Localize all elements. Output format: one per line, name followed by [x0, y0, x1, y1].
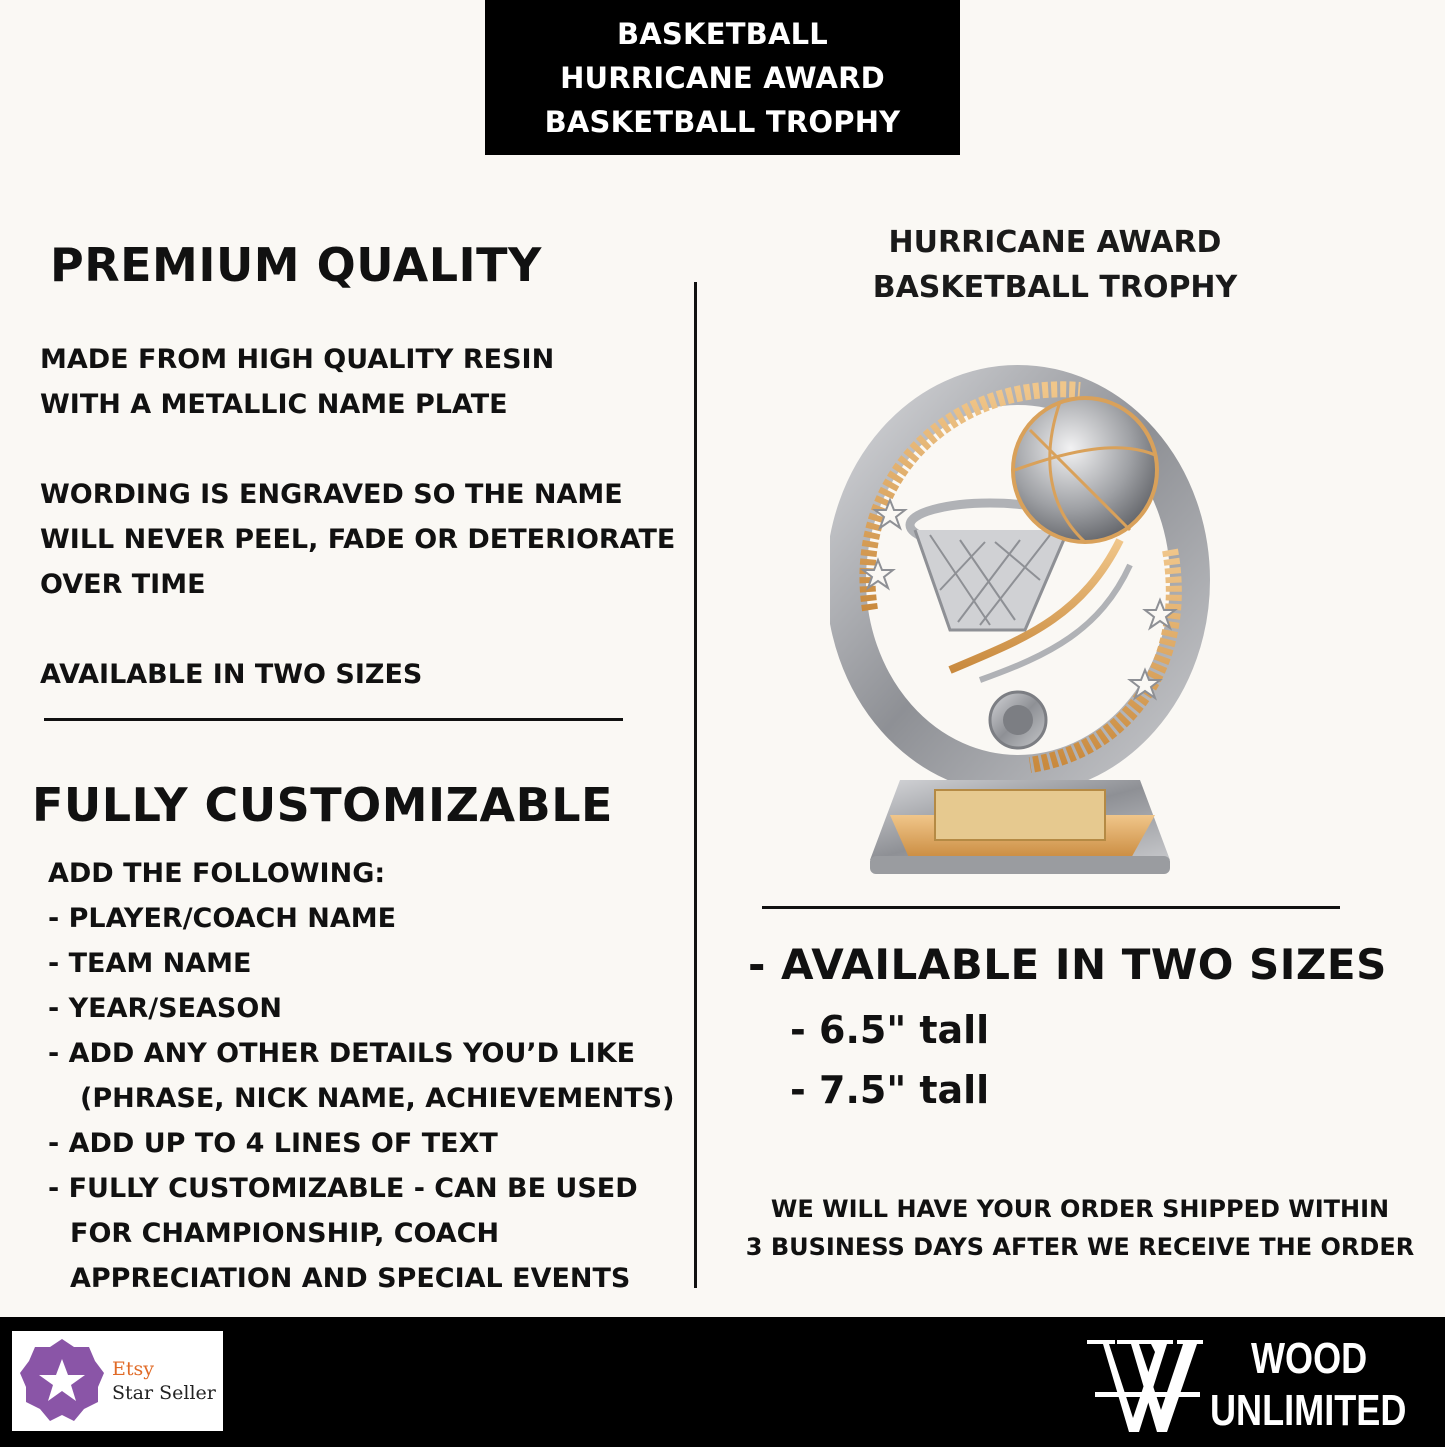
left-section-divider: [44, 718, 623, 721]
quality-description: [40, 337, 675, 697]
wood-unlimited-wordmark: [1210, 1333, 1406, 1437]
customization-list: [48, 851, 674, 1301]
basketball-trophy-image: [830, 360, 1210, 890]
list-item: - TEAM NAME: [48, 948, 252, 979]
list-item: - ADD UP TO 4 LINES OF TEXT: [48, 1128, 498, 1159]
sizes-heading: - AVAILABLE IN TWO SIZES: [748, 940, 1387, 989]
logo-word-unlimited: UNLIMITED: [1210, 1386, 1407, 1435]
etsy-brand-label: Etsy: [112, 1358, 154, 1380]
etsy-star-icon: [18, 1337, 106, 1425]
shipping-note: [745, 1190, 1415, 1266]
wood-unlimited-logo-icon: [1085, 1332, 1205, 1437]
fully-customizable-heading: FULLY CUSTOMIZABLE: [32, 778, 613, 832]
header-line-1: BASKETBALL: [616, 16, 828, 51]
list-item: APPRECIATION AND SPECIAL EVENTS: [70, 1263, 631, 1294]
size-option-large: - 7.5" tall: [790, 1068, 990, 1112]
list-item: ADD THE FOLLOWING:: [48, 858, 386, 889]
premium-quality-heading: PREMIUM QUALITY: [50, 238, 542, 292]
quality-p3: AVAILABLE IN TWO SIZES: [40, 659, 423, 690]
column-divider: [694, 282, 697, 1288]
star-seller-label: Star Seller: [112, 1382, 216, 1404]
list-item: - ADD ANY OTHER DETAILS YOU’D LIKE: [48, 1038, 636, 1069]
quality-p2-line2: WILL NEVER PEEL, FADE OR DETERIORATE: [40, 524, 676, 555]
list-item: - PLAYER/COACH NAME: [48, 903, 397, 934]
product-title: [760, 220, 1350, 310]
shipping-line2: 3 BUSINESS DAYS AFTER WE RECEIVE THE ORDER: [745, 1233, 1415, 1261]
header-line-3: BASKETBALL TROPHY: [544, 104, 901, 139]
right-section-divider: [762, 906, 1340, 909]
size-option-small: - 6.5" tall: [790, 1008, 990, 1052]
sizes-list: [790, 1000, 989, 1120]
quality-p1-line1: MADE FROM HIGH QUALITY RESIN: [40, 344, 555, 375]
quality-p2-line3: OVER TIME: [40, 569, 206, 600]
product-title-line1: HURRICANE AWARD: [888, 225, 1222, 260]
header-title-box: [485, 0, 960, 155]
list-item: - FULLY CUSTOMIZABLE - CAN BE USED: [48, 1173, 638, 1204]
list-item: FOR CHAMPIONSHIP, COACH: [70, 1218, 500, 1249]
header-line-2: HURRICANE AWARD: [560, 60, 885, 95]
shipping-line1: WE WILL HAVE YOUR ORDER SHIPPED WITHIN: [770, 1195, 1390, 1223]
logo-word-wood: WOOD: [1251, 1334, 1368, 1383]
list-item: (PHRASE, NICK NAME, ACHIEVEMENTS): [80, 1083, 675, 1114]
etsy-star-seller-badge: [12, 1331, 223, 1431]
quality-p1-line2: WITH A METALLIC NAME PLATE: [40, 389, 508, 420]
product-title-line2: BASKETBALL TROPHY: [872, 270, 1238, 305]
quality-p2-line1: WORDING IS ENGRAVED SO THE NAME: [40, 479, 623, 510]
list-item: - YEAR/SEASON: [48, 993, 282, 1024]
